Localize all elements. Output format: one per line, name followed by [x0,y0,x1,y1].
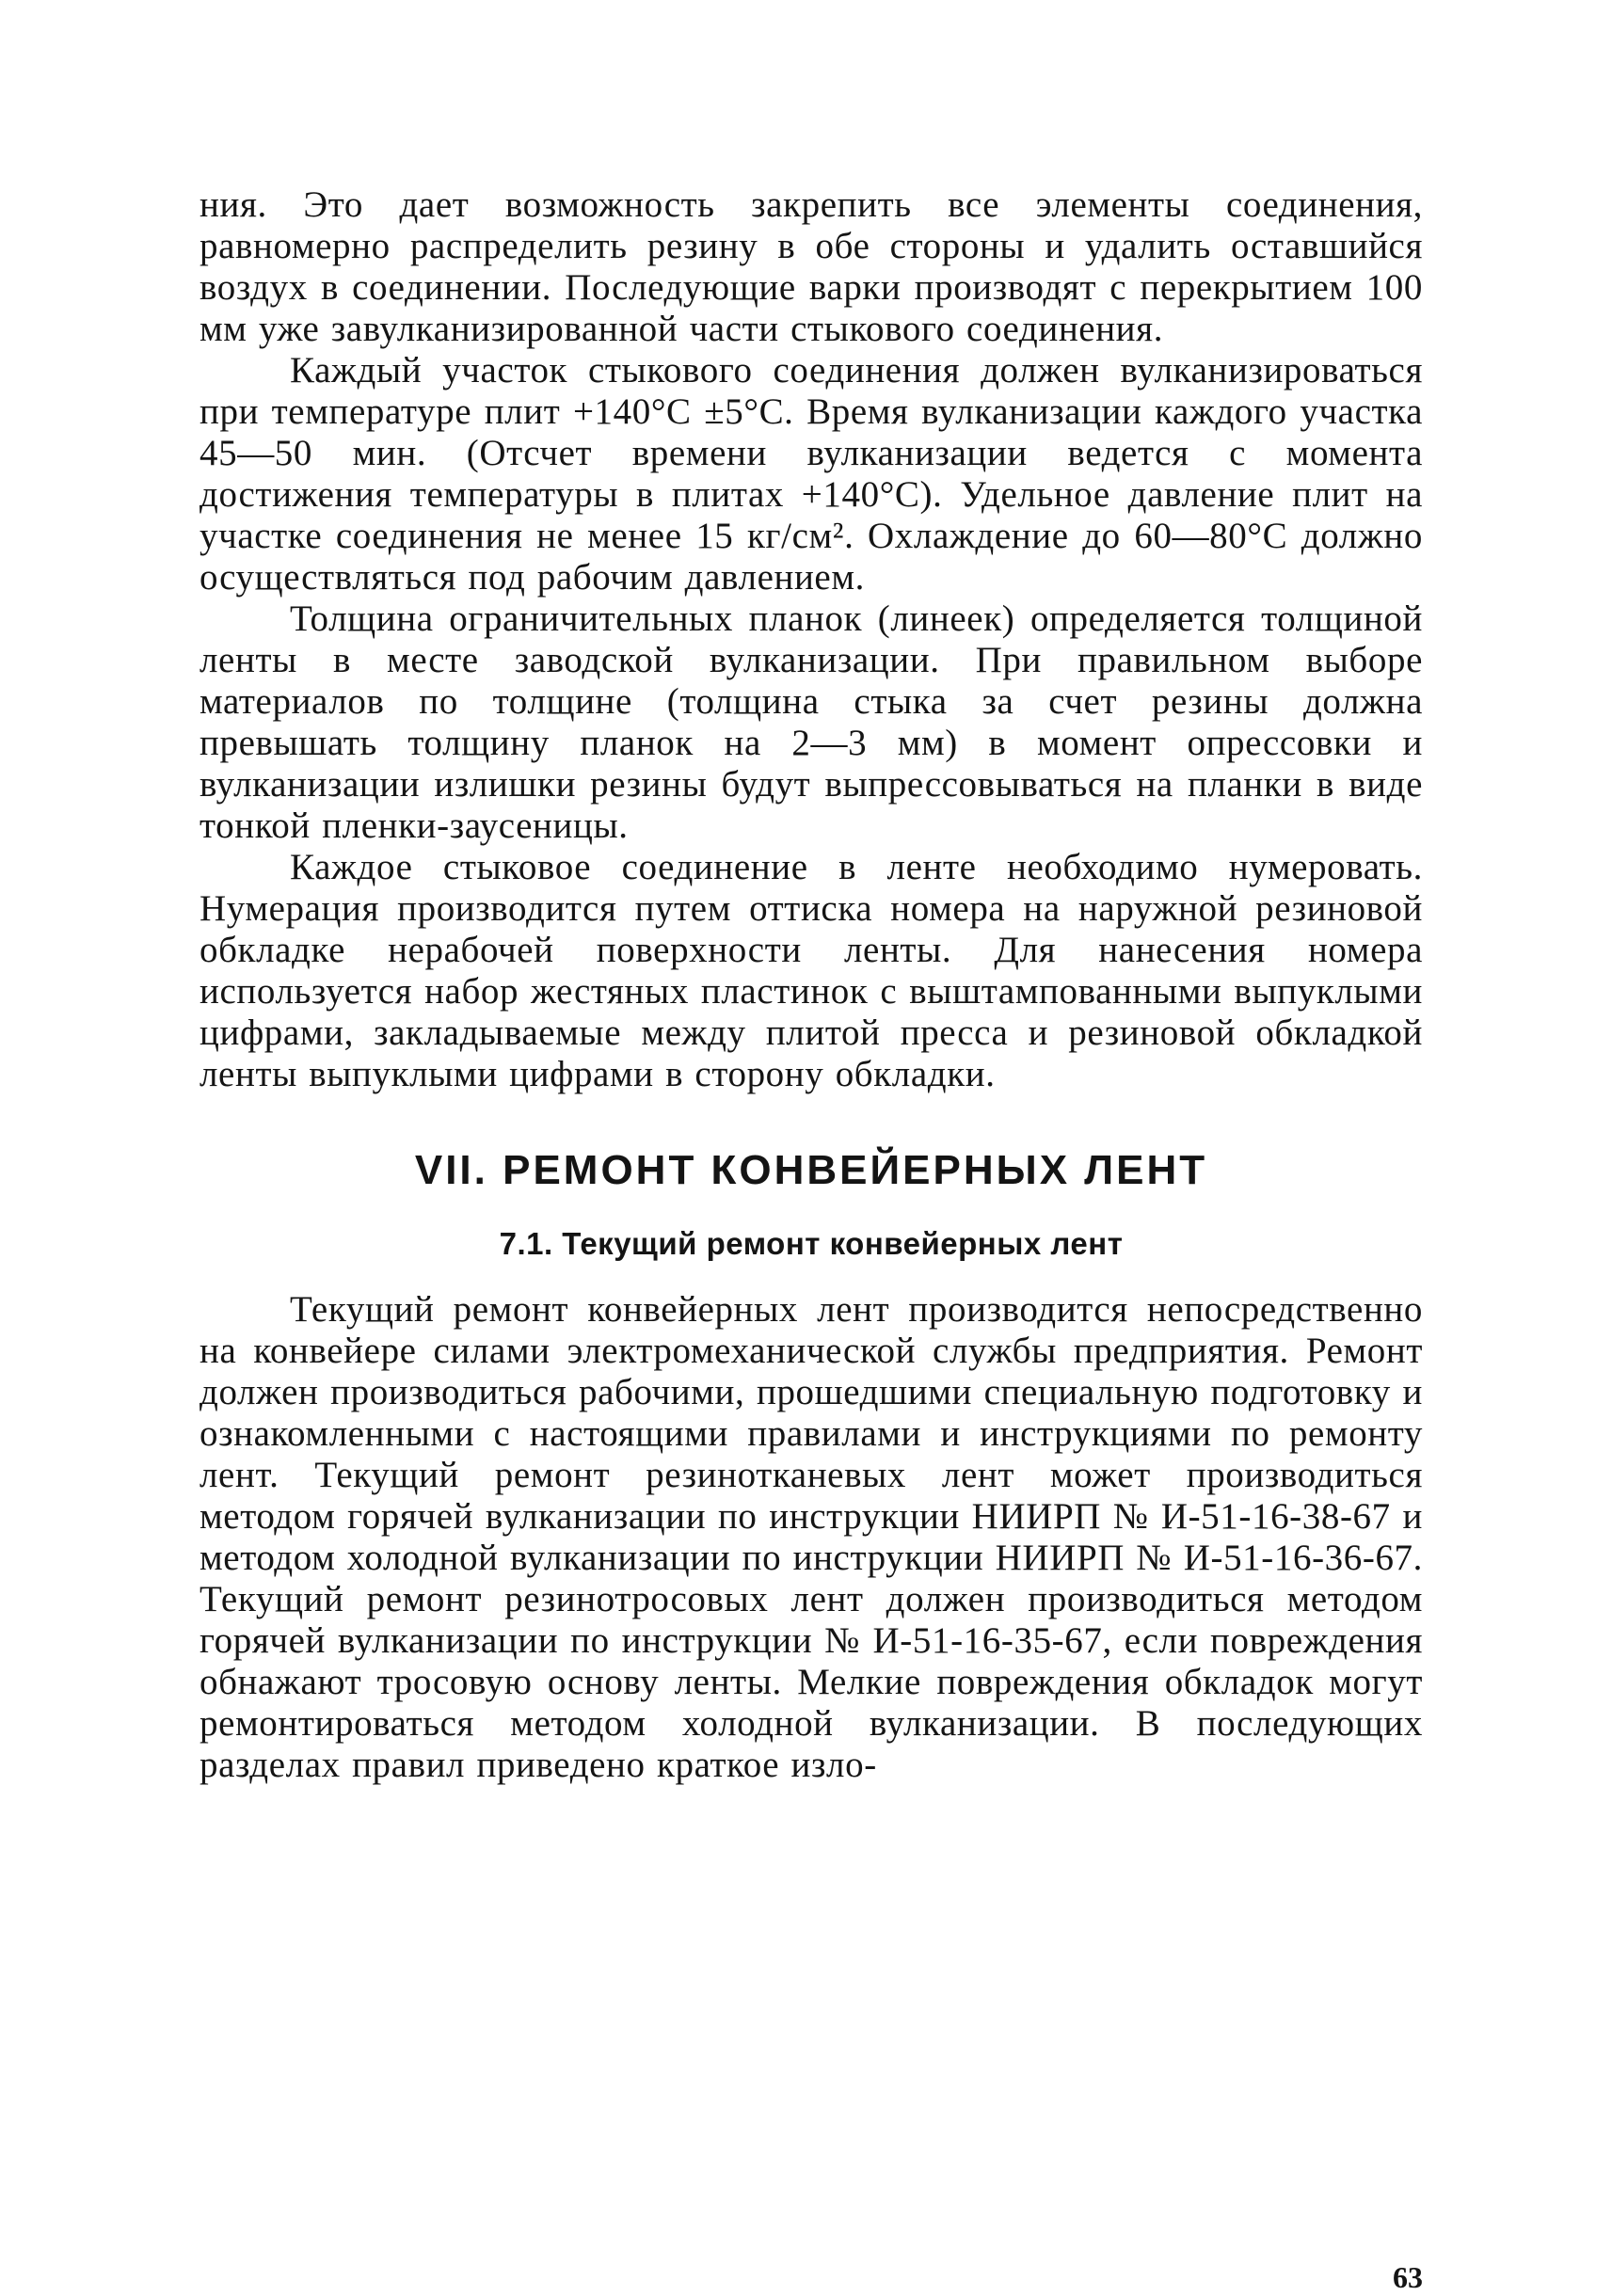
paragraph-continuation: ния. Это дает возможность закрепить все элементы соединения, равномерно распределить резину в обе стороны и удалить оставшийся воздух в соединении. Последующие варки производят с перекрытием 100 мм уже завулканизированной части стыкового соединения. [200,184,1423,349]
chapter-heading: VII. РЕМОНТ КОНВЕЙЕРНЫХ ЛЕНТ [414,1147,1208,1193]
page-number: 63 [1393,2260,1423,2294]
page-content [200,184,1423,2294]
paragraph-current-repair: Текущий ремонт конвейерных лент производится непосредственно на конвейере силами электромеханической службы предприятия. Ремонт должен производиться рабочими, прошедшими специальную подготовку и ознакомленными с настоящими правилами и инструкциями по ремонту лент. Текущий ремонт резинотканевых лент может производиться методом горячей вулканизации по инструкции НИИРП № И-51-16-38-67 и методом холодной вулканизации по инструкции НИИРП № И-51-16-36-67. Текущий ремонт резинотросовых лент должен производиться методом горячей вулканизации по инструкции № И-51-16-35-67, если повреждения обнажают тросовую основу ленты. Мелкие повреждения обкладок могут ремонтироваться методом холодной вулканизации. В последующих разделах правил приведено краткое изло- [200,1289,1423,1785]
paragraph-limiter-strips: Толщина ограничительных планок (линеек) определяется толщиной ленты в месте заводской вулканизации. При правильном выборе материалов по толщине (толщина стыка за счет резины должна превышать толщину планок на 2—3 мм) в момент опрессовки и вулканизации излишки резины будут выпрессовываться на планки в виде тонкой пленки-заусеницы. [200,598,1423,846]
paragraph-vulcanization-temperature: Каждый участок стыкового соединения должен вулканизироваться при температуре плит +140°С ±5°С. Время вулканизации каждого участка 45—50 мин. (Отсчет времени вулканизации ведется с момента достижения температуры в плитах +140°С). Удельное давление плит на участке соединения не менее 15 кг/см². Охлаждение до 60—80°С должно осуществляться под рабочим давлением. [200,350,1423,598]
paragraph-joint-numbering: Каждое стыковое соединение в ленте необходимо нумеровать. Нумерация производится путем оттиска номера на наружной резиновой обкладке нерабочей поверхности ленты. Для нанесения номера используется набор жестяных пластинок с выштампованными выпуклыми цифрами, закладываемые между плитой пресса и резиновой обкладкой ленты выпуклыми цифрами в сторону обкладки. [200,847,1423,1094]
section-heading: 7.1. Текущий ремонт конвейерных лент [499,1226,1124,1261]
